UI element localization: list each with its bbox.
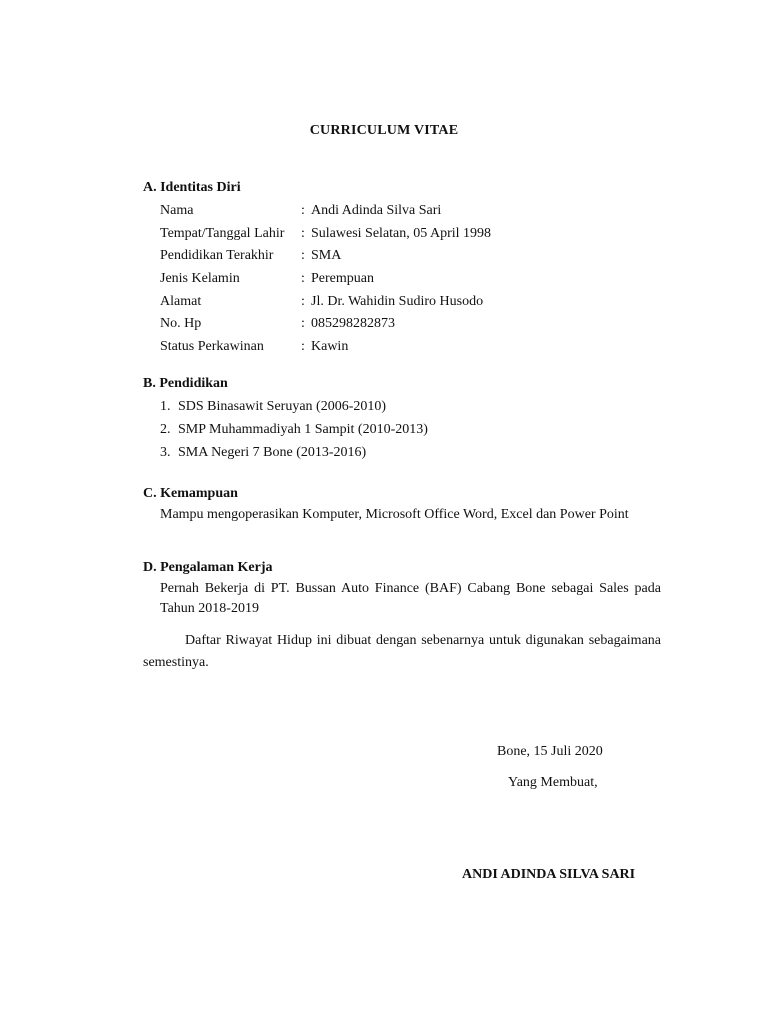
identity-separator: : (301, 203, 305, 218)
identity-value: Kawin (311, 339, 349, 354)
identity-separator: : (301, 226, 305, 241)
identity-value: SMA (311, 248, 342, 263)
identity-label: Pendidikan Terakhir (160, 248, 274, 263)
section-heading-skills: C. Kemampuan (143, 486, 238, 501)
list-text: SMP Muhammadiyah 1 Sampit (2010-2013) (178, 422, 428, 437)
identity-label: Alamat (160, 294, 202, 309)
identity-label: Tempat/Tanggal Lahir (160, 226, 285, 241)
identity-value: Perempuan (311, 271, 374, 286)
list-number: 2. (160, 422, 171, 437)
identity-separator: : (301, 248, 305, 263)
experience-text: Pernah Bekerja di PT. Bussan Auto Finance (BAF) Cabang Bone sebagai Sales pada Tahun 2018-2019 (160, 581, 661, 616)
document-title: CURRICULUM VITAE (309, 123, 459, 138)
signature-place-date: Bone, 15 Juli 2020 (497, 744, 603, 759)
section-heading-education: B. Pendidikan (143, 376, 228, 391)
closing-statement: Daftar Riwayat Hidup ini dibuat dengan sebenarnya untuk digunakan sebagaimana semestinya. (143, 633, 661, 670)
identity-value: Andi Adinda Silva Sari (311, 203, 442, 218)
identity-value: 085298282873 (311, 316, 395, 331)
list-text: SMA Negeri 7 Bone (2013-2016) (178, 445, 367, 460)
list-number: 3. (160, 445, 171, 460)
identity-separator: : (301, 271, 305, 286)
identity-label: Jenis Kelamin (160, 271, 240, 286)
list-text: SDS Binasawit Seruyan (2006-2010) (178, 399, 387, 414)
section-heading-identity: A. Identitas Diri (143, 180, 241, 195)
identity-label: Status Perkawinan (160, 339, 264, 354)
identity-separator: : (301, 339, 305, 354)
skills-text: Mampu mengoperasikan Komputer, Microsoft Office Word, Excel dan Power Point (160, 507, 629, 522)
section-heading-experience: D. Pengalaman Kerja (143, 560, 273, 575)
signature-name: ANDI ADINDA SILVA SARI (462, 867, 636, 882)
identity-value: Jl. Dr. Wahidin Sudiro Husodo (311, 294, 484, 309)
identity-value: Sulawesi Selatan, 05 April 1998 (311, 226, 492, 241)
signature-maker-label: Yang Membuat, (508, 775, 598, 790)
identity-label: Nama (160, 203, 194, 218)
identity-separator: : (301, 316, 305, 331)
list-number: 1. (160, 399, 171, 414)
identity-separator: : (301, 294, 305, 309)
identity-label: No. Hp (160, 316, 202, 331)
